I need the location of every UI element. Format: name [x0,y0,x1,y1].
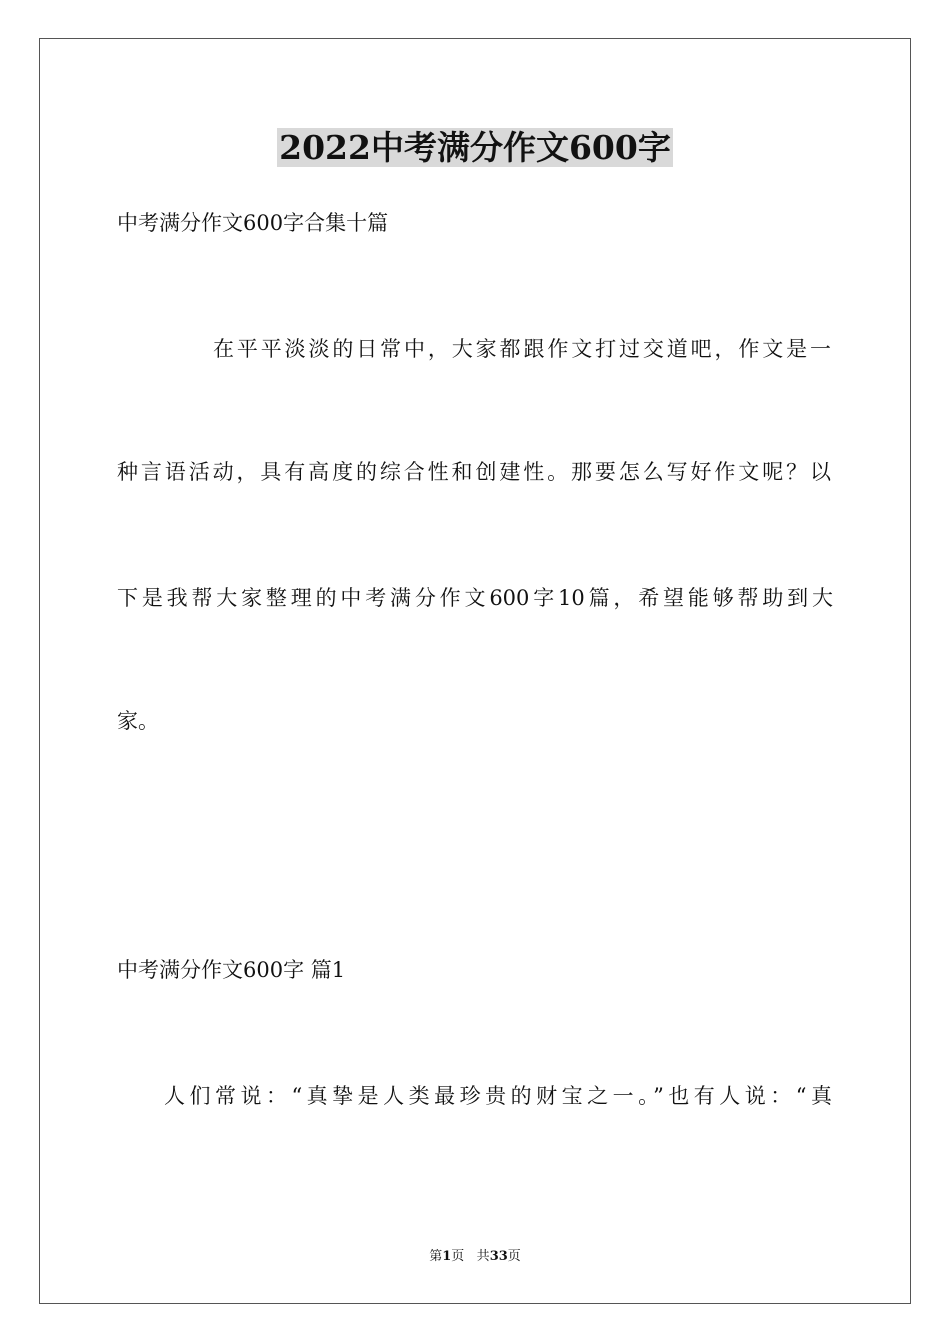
intro-line-3: 下是我帮大家整理的中考满分作文600字10篇，希望能够帮助到大 [117,586,833,610]
document-title-text: 2022中考满分作文600字 [279,128,671,167]
footer-total-pages: 33 [489,1249,508,1264]
intro-line-1: 在平平淡淡的日常中，大家都跟作文打过交道吧，作文是一 [213,337,831,361]
page-footer [0,1248,950,1266]
intro-line-2: 种言语活动，具有高度的综合性和创建性。那要怎么写好作文呢？以 [117,460,831,484]
footer-page-prefix: 第 [429,1249,443,1264]
intro-line-4: 家。 [117,709,159,733]
footer-page-number: 1 [442,1249,452,1264]
section-heading: 中考满分作文600字 篇1 [117,958,346,982]
footer-total-prefix: 共 [476,1249,490,1264]
body-line-1: 人们常说：“真挚是人类最珍贵的财宝之一。”也有人说：“真 [164,1084,832,1108]
document-subtitle: 中考满分作文600字合集十篇 [117,211,389,235]
footer-page-suffix: 页 [451,1249,465,1264]
footer-total-suffix: 页 [507,1249,521,1264]
document-title [0,128,950,168]
